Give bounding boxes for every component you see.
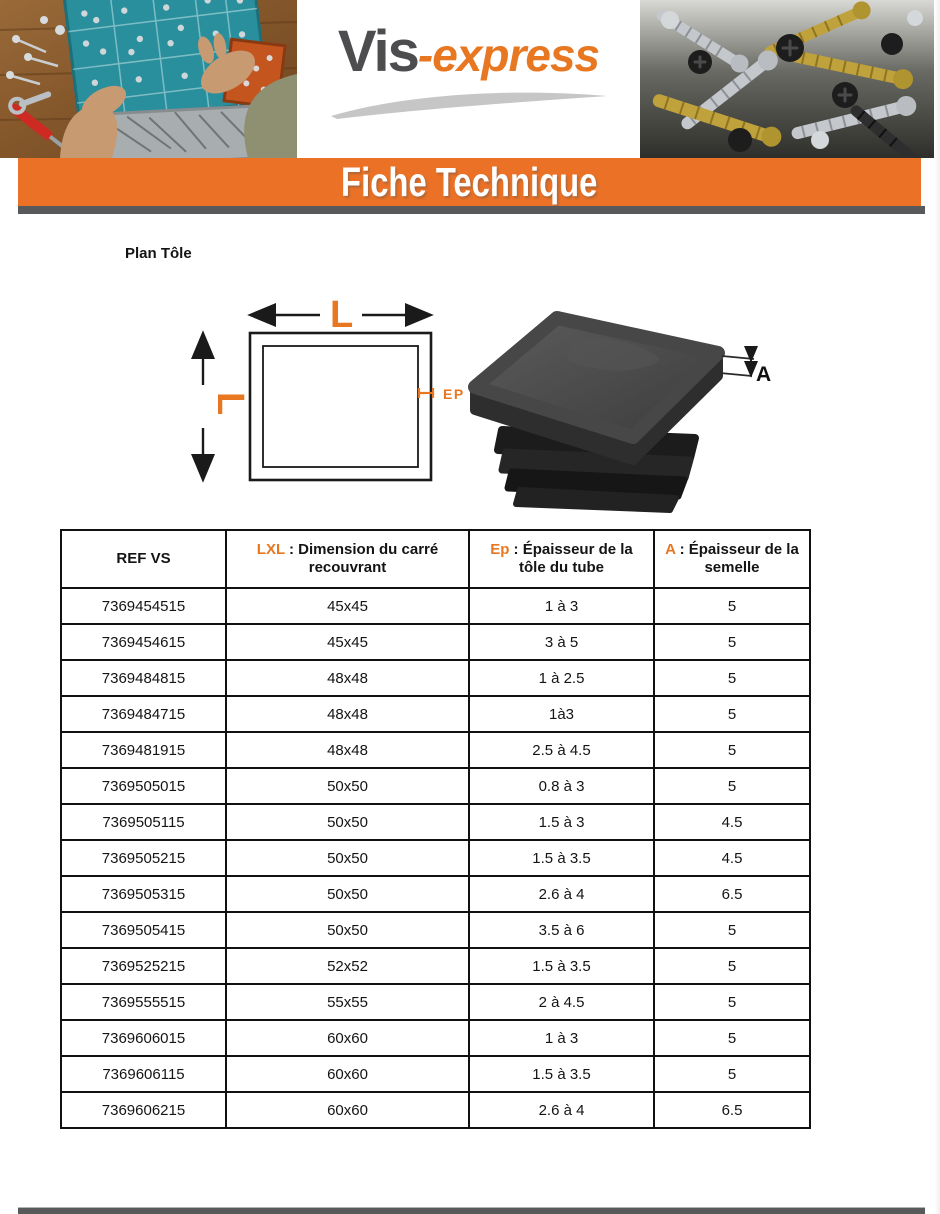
table-cell: 3.5 à 6	[469, 912, 654, 948]
table-cell: 52x52	[226, 948, 469, 984]
table-cell: 5	[654, 660, 810, 696]
table-cell: 48x48	[226, 660, 469, 696]
table-cell: 0.8 à 3	[469, 768, 654, 804]
col-header-lxl	[226, 530, 469, 588]
table-cell: 2 à 4.5	[469, 984, 654, 1020]
table-cell: 7369505115	[61, 804, 226, 840]
workbench-photo-art	[0, 0, 297, 158]
table-body	[61, 588, 810, 1128]
dim-left-label: L	[209, 392, 251, 416]
col-header-label: : Épaisseur de la semelle	[675, 541, 799, 576]
col-header-ep	[469, 530, 654, 588]
plan-tole-label: Plan Tôle	[125, 245, 192, 262]
table-cell: 2.6 à 4	[469, 1092, 654, 1128]
table-cell: 5	[654, 768, 810, 804]
table-cell: 7369484815	[61, 660, 226, 696]
col-header-accent: A	[665, 541, 676, 558]
table-cell: 7369484715	[61, 696, 226, 732]
table-row	[61, 696, 810, 732]
col-header-accent: LXL	[256, 541, 285, 558]
table-cell: 1.5 à 3.5	[469, 948, 654, 984]
screws-photo	[640, 0, 940, 158]
dimension-left	[203, 335, 251, 478]
col-header-ref	[61, 530, 226, 588]
table-row	[61, 660, 810, 696]
logo-area	[297, 0, 640, 158]
vis-express-logo	[297, 18, 640, 85]
table-row	[61, 804, 810, 840]
table-cell: 7369505215	[61, 840, 226, 876]
technical-drawing	[150, 280, 810, 520]
table-cell: 7369606215	[61, 1092, 226, 1128]
table-cell: 1.5 à 3.5	[469, 840, 654, 876]
technical-drawing-art	[150, 280, 810, 520]
table-row	[61, 768, 810, 804]
dim-top-label: L	[330, 294, 354, 336]
table-cell: 5	[654, 984, 810, 1020]
table-row	[61, 1056, 810, 1092]
table-cell: 60x60	[226, 1056, 469, 1092]
table-header-row	[61, 530, 810, 588]
a-label: A	[756, 363, 772, 386]
table-row	[61, 876, 810, 912]
table-cell: 7369606015	[61, 1020, 226, 1056]
table-cell: 5	[654, 1056, 810, 1092]
col-header-a	[654, 530, 810, 588]
table-row	[61, 624, 810, 660]
table-cell: 55x55	[226, 984, 469, 1020]
table-cell: 50x50	[226, 840, 469, 876]
square-section-drawing	[250, 333, 431, 480]
table-cell: 6.5	[654, 1092, 810, 1128]
dimension-top	[252, 294, 429, 336]
table-cell: 7369606115	[61, 1056, 226, 1092]
table-cell: 1 à 3	[469, 1020, 654, 1056]
spec-table	[60, 529, 811, 1129]
table-row	[61, 588, 810, 624]
page-edge	[934, 0, 940, 1214]
table-row	[61, 732, 810, 768]
table-cell: 1 à 2.5	[469, 660, 654, 696]
banner-underline-bar	[18, 206, 925, 214]
table-cell: 5	[654, 732, 810, 768]
table-cell: 50x50	[226, 768, 469, 804]
table-row	[61, 912, 810, 948]
table-cell: 3 à 5	[469, 624, 654, 660]
table-cell: 45x45	[226, 624, 469, 660]
table-cell: 5	[654, 624, 810, 660]
table-cell: 5	[654, 912, 810, 948]
table-cell: 7369505415	[61, 912, 226, 948]
table-cell: 2.5 à 4.5	[469, 732, 654, 768]
table-cell: 60x60	[226, 1092, 469, 1128]
table-cell: 1.5 à 3	[469, 804, 654, 840]
title-banner	[18, 158, 921, 206]
table-cell: 2.6 à 4	[469, 876, 654, 912]
col-header-accent: Ep	[490, 541, 510, 558]
table-row	[61, 1092, 810, 1128]
table-cell: 4.5	[654, 804, 810, 840]
col-header-label: : Épaisseur de la tôle du tube	[509, 541, 633, 576]
table-cell: 7369505315	[61, 876, 226, 912]
table-row	[61, 840, 810, 876]
table-cell: 7369505015	[61, 768, 226, 804]
table-cell: 45x45	[226, 588, 469, 624]
table-cell: 7369454615	[61, 624, 226, 660]
table-cell: 60x60	[226, 1020, 469, 1056]
logo-word: Vis	[337, 19, 418, 84]
screws-photo-art	[640, 0, 940, 158]
table-row	[61, 984, 810, 1020]
table-cell: 50x50	[226, 876, 469, 912]
table-cell: 5	[654, 948, 810, 984]
table-cell: 7369481915	[61, 732, 226, 768]
table-cell: 1 à 3	[469, 588, 654, 624]
col-header-label: : Dimension du carré recouvrant	[284, 541, 439, 576]
col-header-label: REF VS	[116, 550, 171, 567]
table-row	[61, 948, 810, 984]
table-cell: 50x50	[226, 804, 469, 840]
table-cell: 1.5 à 3.5	[469, 1056, 654, 1092]
table-cell: 7369525215	[61, 948, 226, 984]
table-cell: 6.5	[654, 876, 810, 912]
spec-table-wrap	[60, 529, 809, 1129]
footer-bar	[18, 1207, 925, 1214]
page-title: Fiche Technique	[341, 158, 598, 205]
table-cell: 4.5	[654, 840, 810, 876]
table-cell: 5	[654, 1020, 810, 1056]
a-marker	[720, 356, 754, 376]
table-row	[61, 1020, 810, 1056]
cap-3d-illustration	[475, 318, 718, 510]
table-cell: 48x48	[226, 696, 469, 732]
ep-label: EP	[443, 386, 465, 402]
table-cell: 5	[654, 696, 810, 732]
table-cell: 7369454515	[61, 588, 226, 624]
table-cell: 7369555515	[61, 984, 226, 1020]
table-cell: 48x48	[226, 732, 469, 768]
workbench-photo	[0, 0, 297, 158]
table-cell: 5	[654, 588, 810, 624]
logo-suffix: -express	[417, 29, 600, 81]
table-cell: 1à3	[469, 696, 654, 732]
logo-swoosh	[325, 88, 615, 120]
table-cell: 50x50	[226, 912, 469, 948]
